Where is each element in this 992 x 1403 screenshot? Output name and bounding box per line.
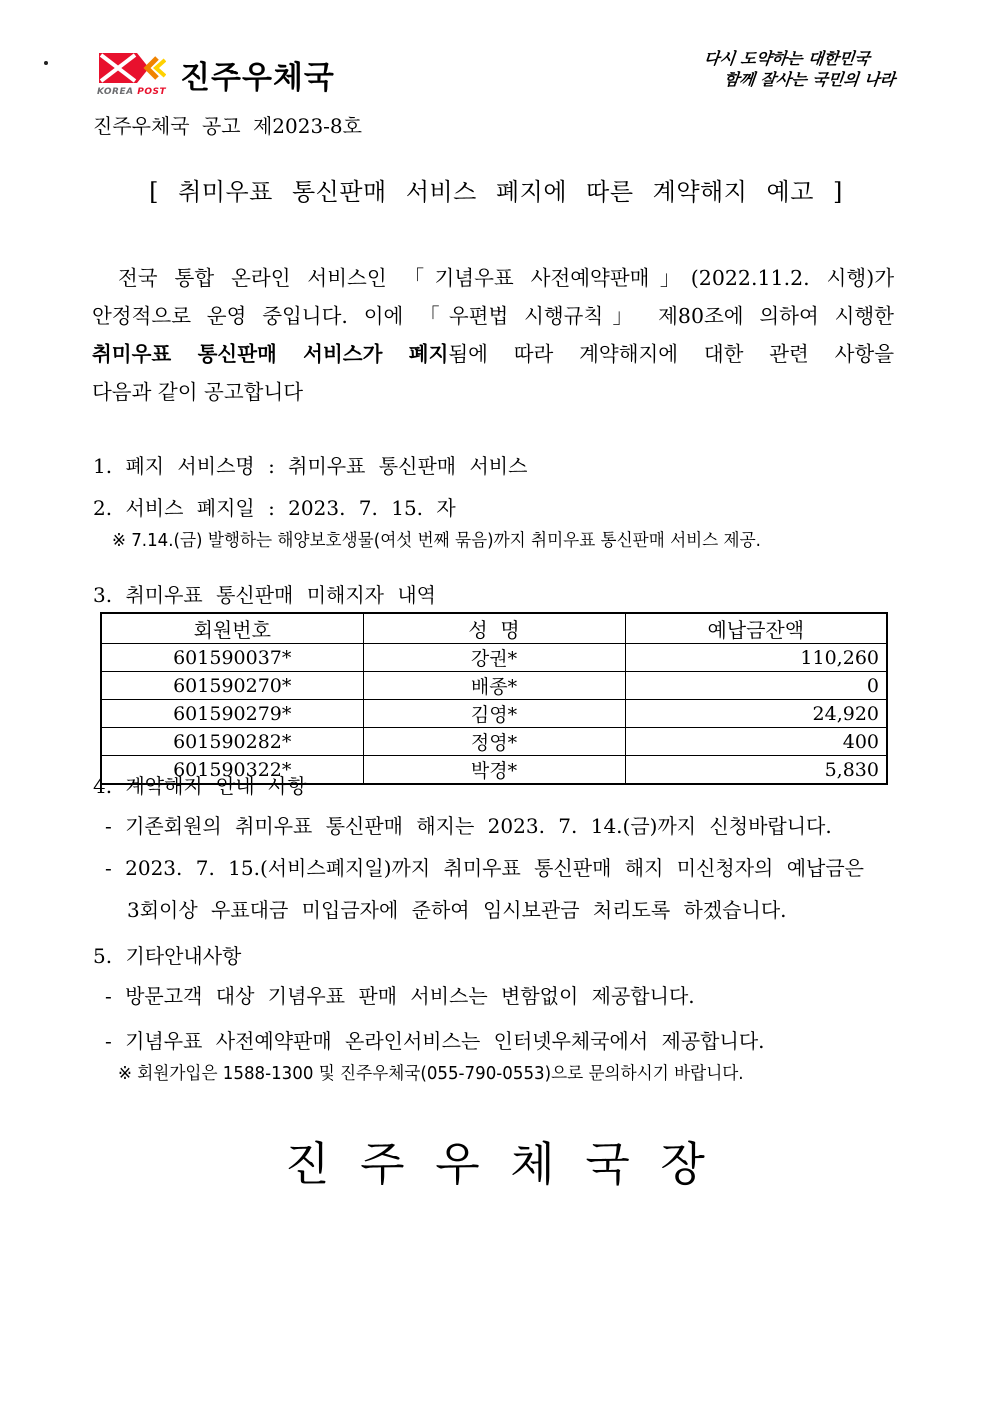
korea-post-logo [97, 50, 166, 97]
col-header-name: 성 명 [363, 613, 625, 644]
korea-post-symbol-icon [98, 50, 166, 86]
korea-text: KOREA [97, 87, 134, 97]
intro-line-3-rest: 됨에 따라 계약해지에 대한 관련 사항을 [448, 342, 894, 366]
table-header-row [101, 613, 887, 644]
item-5-footnote: ※ 회원가입은 1588-1300 및 진주우체국(055-790-0553)으로 문의하시기 바랍니다. [118, 1064, 744, 1084]
header [97, 50, 335, 97]
col-header-deposit-balance: 예납금잔액 [625, 613, 887, 644]
cell-balance: 110,260 [625, 644, 887, 672]
cell-member-no: 601590037* [101, 644, 363, 672]
cell-balance: 0 [625, 672, 887, 700]
item-1-abolished-service: 1. 폐지 서비스명 : 취미우표 통신판매 서비스 [93, 454, 528, 478]
korea-post-wordmark [97, 87, 166, 97]
cell-member-no: 601590270* [101, 672, 363, 700]
item-4-dash-2-line-2: 3회이상 우표대금 미입금자에 준하여 임시보관금 처리도록 하겠습니다. [127, 898, 787, 922]
item-5-other-notices: 5. 기타안내사항 [93, 944, 242, 968]
cell-name: 정영* [363, 728, 625, 756]
cell-name: 강권* [363, 644, 625, 672]
unterminated-members-table [100, 612, 888, 785]
cell-balance: 400 [625, 728, 887, 756]
item-4-dash-1: - 기존회원의 취미우표 통신판매 해지는 2023. 7. 14.(금)까지 신청바랍니다. [105, 814, 832, 838]
post-text: POST [137, 87, 167, 97]
item-4-termination-guide: 4. 계약해지 안내 사항 [93, 774, 307, 798]
org-name: 진주우체국 [180, 60, 335, 96]
postmaster-signature: 진 주 우 체 국 장 [285, 1137, 707, 1191]
scan-dot [44, 61, 48, 65]
cell-member-no: 601590279* [101, 700, 363, 728]
item-2-footnote: ※ 7.14.(금) 발행하는 해양보호생물(여섯 번째 묶음)까지 취미우표 통신판매 서비스 제공. [112, 531, 761, 551]
table-row [101, 672, 887, 700]
table-row [101, 728, 887, 756]
table-row [101, 700, 887, 728]
slogan-line-1: 다시 도약하는 대한민국 [702, 49, 871, 68]
cell-balance: 24,920 [625, 700, 887, 728]
cell-name: 박경* [363, 756, 625, 785]
document-title: [ 취미우표 통신판매 서비스 폐지에 따른 계약해지 예고 ] [149, 178, 843, 206]
item-5-dash-1: - 방문고객 대상 기념우표 판매 서비스는 변함없이 제공합니다. [105, 984, 695, 1008]
item-2-abolition-date: 2. 서비스 폐지일 : 2023. 7. 15. 자 [93, 496, 456, 520]
cell-member-no: 601590282* [101, 728, 363, 756]
intro-line-1: 전국 통합 온라인 서비스인 「기념우표 사전예약판매」(2022.11.2. 시행)가 [118, 266, 894, 290]
col-header-member-no: 회원번호 [101, 613, 363, 644]
slogan-line-2: 함께 잘사는 국민의 나라 [722, 70, 896, 89]
cell-name: 배종* [363, 672, 625, 700]
intro-line-3-bold: 취미우표 통신판매 서비스가 폐지 [92, 342, 449, 366]
cell-name: 김영* [363, 700, 625, 728]
notice-number: 진주우체국 공고 제2023-8호 [93, 114, 362, 138]
intro-line-2: 안정적으로 운영 중입니다. 이에 「우편법 시행규칙」 제80조에 의하여 시행한 [92, 304, 894, 328]
item-4-dash-2-line-1: - 2023. 7. 15.(서비스폐지일)까지 취미우표 통신판매 해지 미신청자의 예납금은 [105, 856, 865, 880]
government-slogan [701, 48, 899, 90]
intro-paragraph [92, 259, 894, 411]
cell-balance: 5,830 [625, 756, 887, 785]
intro-line-3 [92, 335, 894, 373]
item-5-dash-2: - 기념우표 사전예약판매 온라인서비스는 인터넷우체국에서 제공합니다. [105, 1029, 765, 1053]
item-3-table-heading: 3. 취미우표 통신판매 미해지자 내역 [93, 583, 436, 607]
intro-line-4: 다음과 같이 공고합니다 [92, 380, 304, 404]
cell-member-no: 601590322* [101, 756, 363, 785]
table-row [101, 644, 887, 672]
